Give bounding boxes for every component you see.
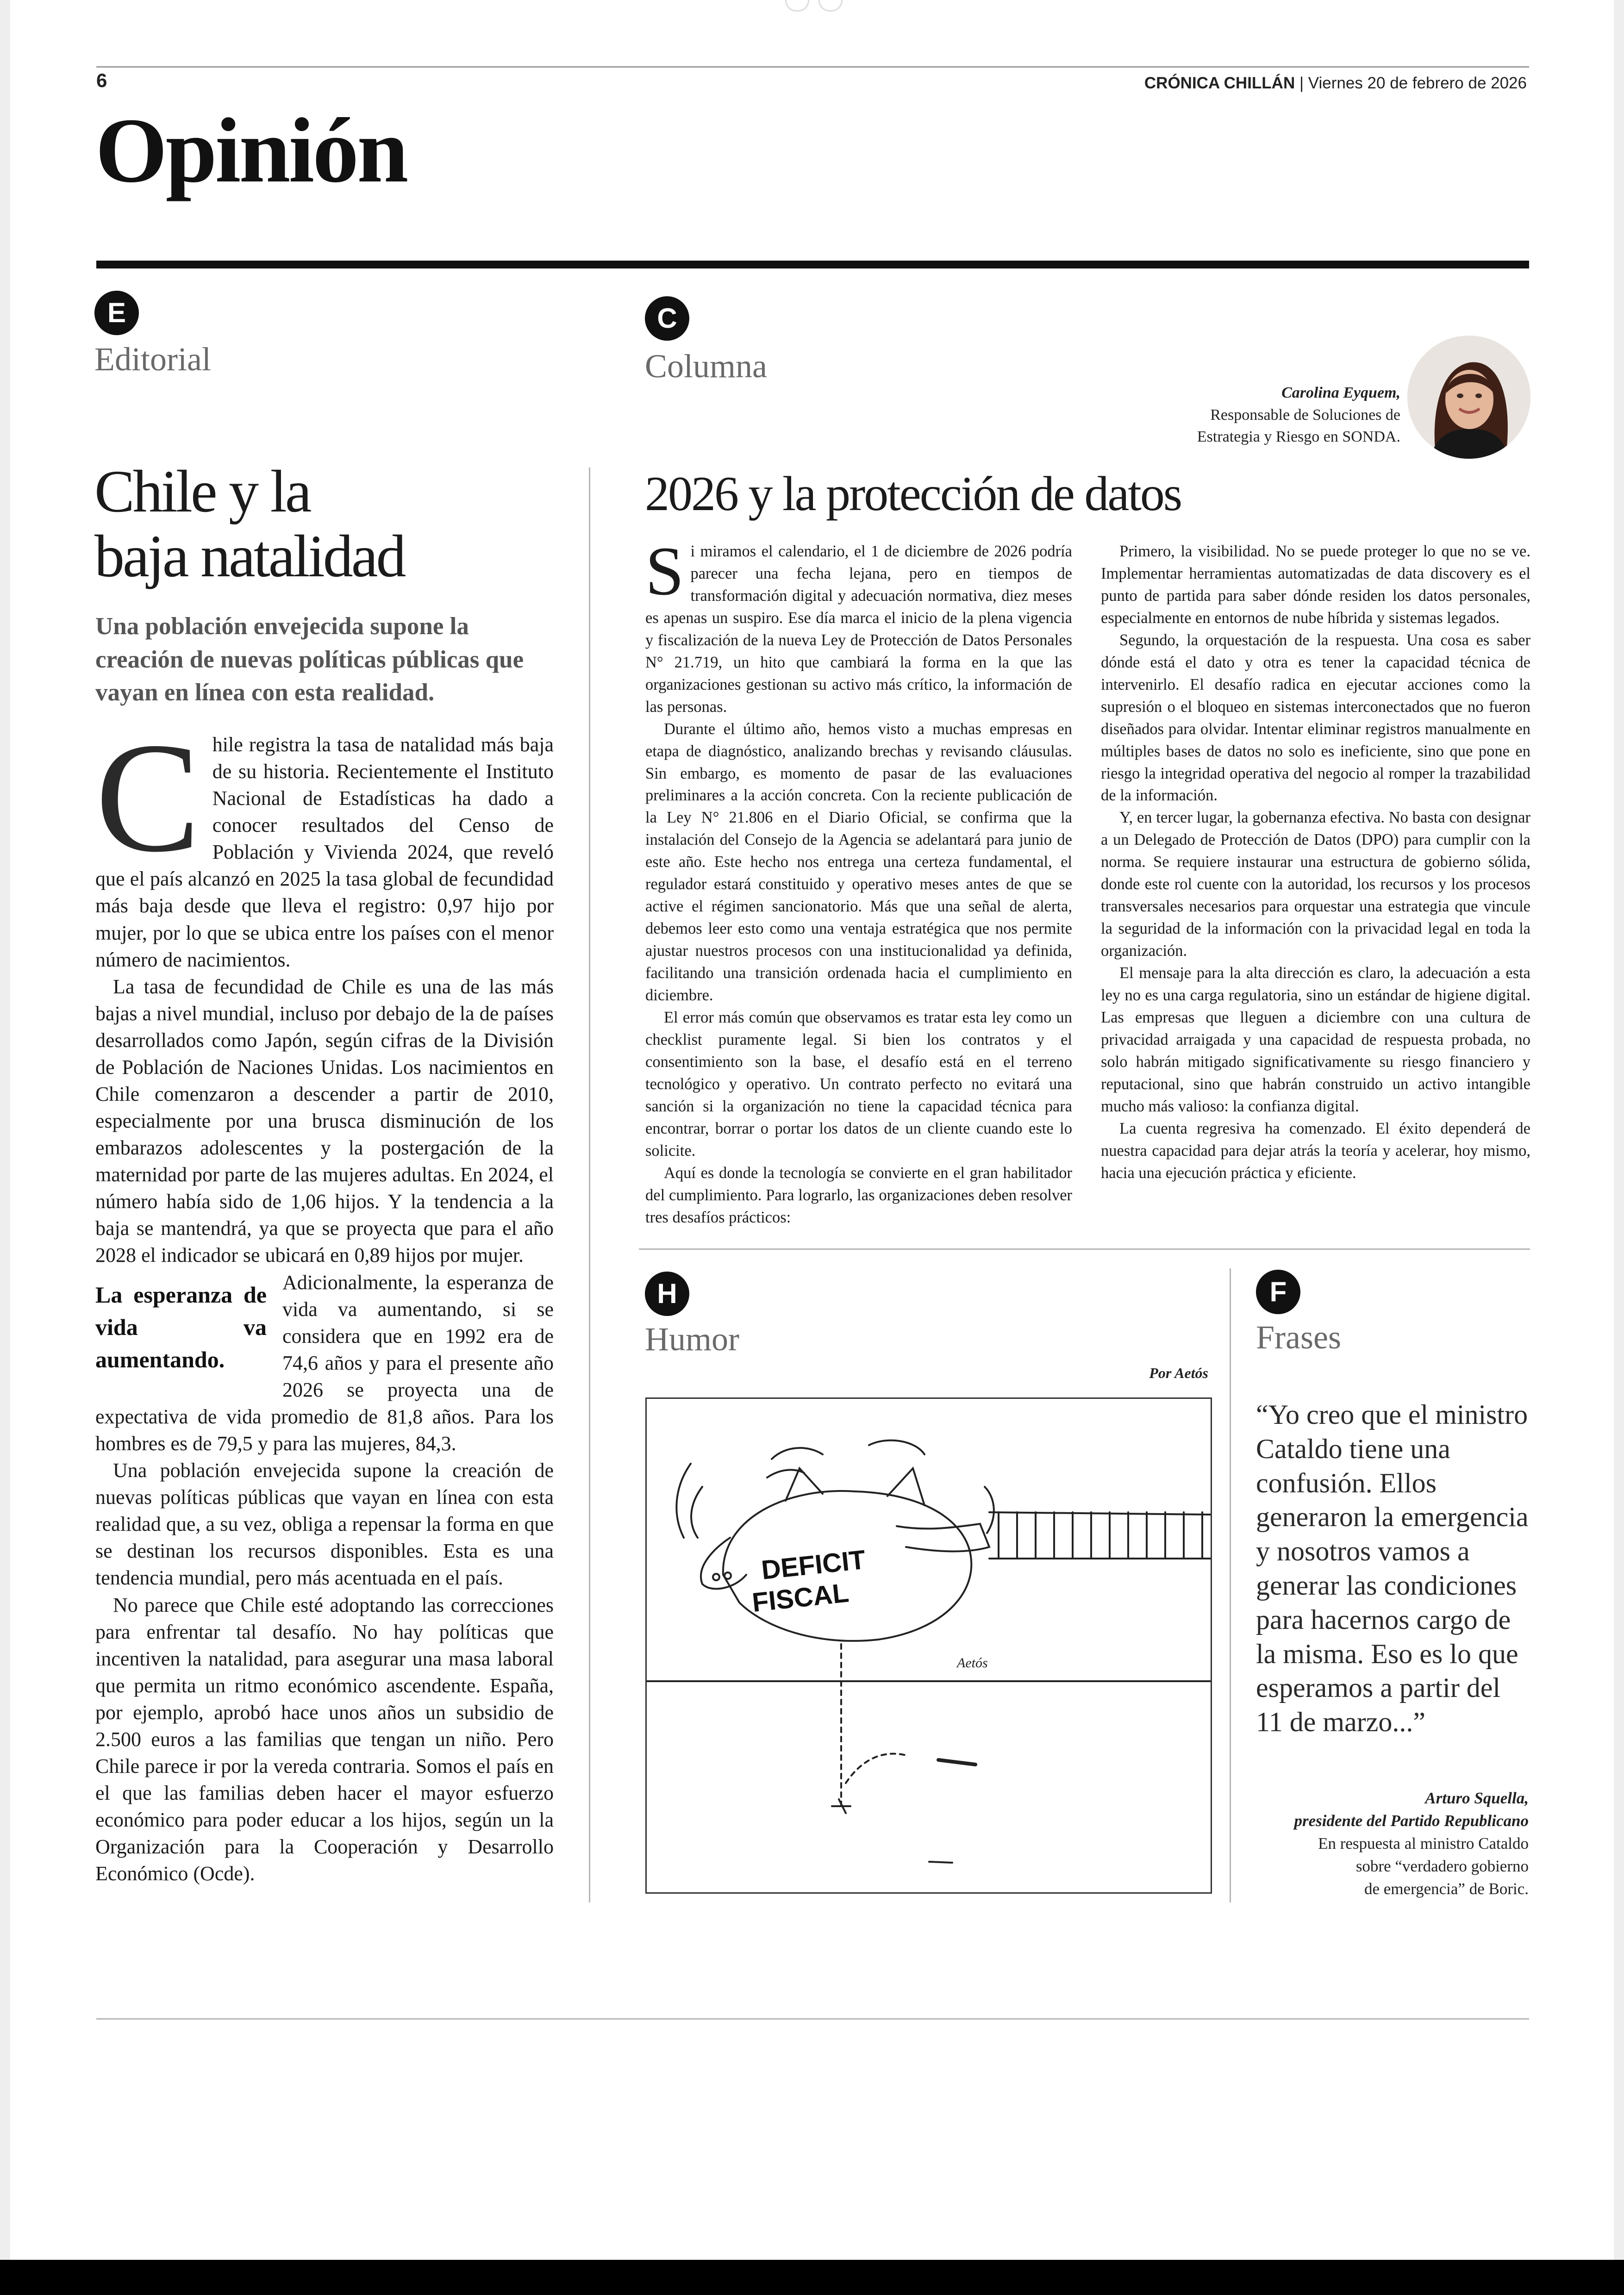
humor-cartoon <box>645 1397 1212 1894</box>
footer-rule <box>96 2018 1529 2020</box>
viewer-bottom-bar <box>0 2260 1624 2295</box>
dropcap: S <box>645 533 684 610</box>
page-edge-right <box>1614 0 1624 2295</box>
column-category: Columna <box>645 348 767 385</box>
column-paragraph: La cuenta regresiva ha comenzado. El éxito dependerá de nuestra capacidad para dejar atrás la teoría y acelerar, hoy mismo, hacia una ejecución práctica y eficiente. <box>1101 1119 1530 1182</box>
page-indicator-icon <box>785 0 809 12</box>
headline-line: Chile y la <box>94 458 310 525</box>
column-author <box>1042 382 1400 448</box>
cartoon-signature: Aetós <box>957 1655 988 1671</box>
issue-date: Viernes 20 de febrero de 2026 <box>1308 74 1527 92</box>
editorial-paragraph: hile registra la tasa de natalidad más baja de su historia. Recientemente el Instituto Nacional de Estadísticas ha dado a conocer resultados del Censo de Población y Vivienda 2024, que reveló que el país alcanzó en 2025 la tasa global de fecundidad más baja desde que lleva el registro: 0,97 hijo por mujer, por lo que se ubica entre los países con el menor número de nacimientos. <box>95 733 554 971</box>
section-rule <box>96 261 1529 268</box>
lower-rule <box>639 1248 1530 1250</box>
headline-line: baja natalidad <box>94 523 405 590</box>
frases-attribution <box>1250 1787 1529 1900</box>
cartoon-text: DEFICIT <box>760 1544 867 1585</box>
editorial-badge: E <box>94 291 139 335</box>
piggy-bank-cartoon <box>647 1399 1211 1892</box>
page-number: 6 <box>96 69 107 91</box>
column-paragraph: Durante el último año, hemos visto a muchas empresas en etapa de diagnóstico, analizando brechas y revisando cláusulas. Sin embargo, es momento de pasar de las evaluaciones preliminares a la acción concreta. Con la reciente publicación de la Ley N° 21.806 en el Diario Oficial, se confirma que la instalación del Consejo de la Agencia se adelantará para junio de este año. Este hecho nos entrega una certeza fundamental, el regulador estará constituido y operativo meses antes de que se active el régimen sancionatorio. Más que una señal de alerta, debemos leer esto como una ventaja estratégica que nos permite ajustar nuestros procesos con una institucionalidad ya definida, facilitando una transición ordenada hacia el cumplimiento en diciembre. <box>645 720 1072 1004</box>
editorial-paragraph: Adicionalmente, la esperanza de vida va aumentando, si se considera que en 1992 era de 74,6 años y para el presente año 2026 se proyecta una de expectativa de vida promedio de 81,8 años. Para los hombres es de 79,5 y para las mujeres, 84,3. <box>95 1271 554 1455</box>
humor-frases-divider <box>1230 1268 1231 1902</box>
author-name: Carolina Eyquem, <box>1281 384 1400 401</box>
author-photo-illustration <box>1407 336 1530 459</box>
humor-category: Humor <box>645 1321 739 1358</box>
column-divider <box>589 468 590 1902</box>
cartoon-text: FISCAL <box>750 1578 850 1618</box>
speaker-role: presidente del Partido Republicano <box>1294 1812 1529 1830</box>
header-rule <box>96 66 1529 68</box>
author-photo <box>1407 336 1530 459</box>
column-paragraph: i miramos el calendario, el 1 de diciembre de 2026 podría parecer una fecha lejana, pero en tiempos de transformación digital y adecuación normativa, diez meses es apenas un suspiro. Ese día marca el inicio de la plena vigencia y fiscalización de la nueva Ley de Protección de Datos Personales N° 21.719, un hito que cambiará la forma en la que las organizaciones gestionan su activo más crítico, la información de las personas. <box>645 543 1072 716</box>
speaker-name: Arturo Squella, <box>1425 1789 1529 1807</box>
column-badge: C <box>645 296 689 341</box>
humor-credit: Por Aetós <box>1149 1365 1208 1381</box>
quote-context: de emergencia” de Boric. <box>1364 1880 1529 1898</box>
dropcap: C <box>95 710 200 885</box>
editorial-paragraph: Una población envejecida supone la creación de nuevas políticas públicas que vayan en línea con esta realidad que, a su vez, obliga a repensar la forma en que se destinan los recursos disponibles. Esta es una tendencia mundial, pero más acentuada en el país. <box>95 1459 554 1590</box>
column-body-left <box>645 533 1072 1229</box>
editorial-body <box>95 710 554 1887</box>
frases-category: Frases <box>1256 1319 1341 1356</box>
column-paragraph: El mensaje para la alta dirección es claro, la adecuación a esta ley no es una carga regulatoria, sino un estándar de higiene digital. Las empresas que lleguen a diciembre con una cultura de privacidad arraigada y una capacidad de respuesta probada, no solo habrán mitigado significativamente su riesgo financiero y reputacional, sino que habrán construido un activo intangible mucho más valioso: la confianza digital. <box>1101 964 1530 1115</box>
author-role: Responsable de Soluciones de <box>1210 406 1400 424</box>
frases-quote: “Yo creo que el ministro Cataldo tiene una confusión. Ellos generaron la emergencia y nosotros vamos a generar las condiciones para hacernos cargo de la misma. Eso es lo que esperamos a partir del 11 de marzo...” <box>1256 1399 1529 1738</box>
column-paragraph: Primero, la visibilidad. No se puede proteger lo que no se ve. Implementar herramientas automatizadas de data discovery es el punto de partida para saber dónde residen los datos personales, especialmente en entornos de nube híbrida y sistemas legados. <box>1101 543 1530 627</box>
column-headline: 2026 y la protección de datos <box>645 467 1181 521</box>
frases-badge: F <box>1256 1270 1300 1314</box>
quote-context: En respuesta al ministro Cataldo <box>1318 1834 1529 1852</box>
column-paragraph: Aquí es donde la tecnología se convierte en el gran habilitador del cumplimiento. Para lograrlo, las organizaciones deben resolver tres desafíos prácticos: <box>645 1164 1072 1226</box>
editorial-pullquote: La esperanza de vida va aumentando. <box>95 1281 267 1372</box>
author-role: Estrategia y Riesgo en SONDA. <box>1197 428 1400 446</box>
column-body-right <box>1101 541 1530 1185</box>
column-paragraph: El error más común que observamos es tratar esta ley como un checklist puramente legal. Si bien los contratos y el consentimiento son la base, el desafío está en el terreno tecnológico y operativo. Un contrato perfecto no evitará una sanción si la organización no tiene la capacidad técnica para encontrar, borrar o portar los datos de un cliente cuando este lo solicite. <box>645 1009 1072 1160</box>
humor-badge: H <box>645 1272 689 1316</box>
masthead: CRÓNICA CHILLÁN | Viernes 20 de febrero de 2026 <box>1144 74 1527 92</box>
editorial-lead: Una población envejecida supone la creación de nuevas políticas públicas que vayan en línea con esta realidad. <box>95 613 524 706</box>
section-title: Opinión <box>95 100 407 202</box>
newspaper-name: CRÓNICA CHILLÁN <box>1144 74 1295 92</box>
editorial-headline <box>94 459 581 589</box>
page-indicator-icon <box>818 0 843 12</box>
quote-context: sobre “verdadero gobierno <box>1355 1857 1529 1875</box>
page-edge-left <box>0 0 10 2295</box>
editorial-paragraph: La tasa de fecundidad de Chile es una de las más bajas a nivel mundial, incluso por debajo de la de países desarrollados como Japón, según cifras de la División de Población de Naciones Unidas. Los nacimientos en Chile comenzaron a descender a partir de 2010, especialmente por una brusca disminución de los embarazos adolescentes y la postergación de la maternidad por parte de las mujeres adultas. En 2024, el número había sido de 1,06 hijos. Y la tendencia a la baja se mantendrá, ya que se proyecta que para el año 2028 el indicador se ubicará en 0,89 hijos por mujer. <box>95 975 554 1267</box>
editorial-paragraph: No parece que Chile esté adoptando las correcciones para enfrentar tal desafío. No hay políticas que incentiven la natalidad, para asegurar una masa laboral que permita un ritmo económico ascendente. España, por ejemplo, aprobó hace unos años un subsidio de 2.500 euros a las familias que tengan un niño. Pero Chile parece ir por la vereda contraria. Somos el país en el que las familias deben hacer el mayor esfuerzo económico para poder educar a los hijos, según un la Organización para la Cooperación y Desarrollo Económico (Ocde). <box>95 1593 554 1885</box>
column-paragraph: Y, en tercer lugar, la gobernanza efectiva. No basta con designar a un Delegado de Protección de Datos (DPO) para cumplir con la norma. Se requiere instaurar una estructura de gobierno sólida, donde este rol cuente con la autoridad, los recursos y los procesos transversales necesarios para orquestar una estrategia que vincule la seguridad de la información con la privacidad legal en toda la organización. <box>1101 809 1530 960</box>
editorial-category: Editorial <box>94 341 211 378</box>
column-paragraph: Segundo, la orquestación de la respuesta. Una cosa es saber dónde está el dato y otra es tener la capacidad técnica de intervenirlo. El desafío radica en ejecutar acciones como la supresión o el bloqueo en sistemas interconectados que no fueron diseñados para olvidar. Intentar eliminar registros manualmente en múltiples bases de datos no solo es ineficiente, sino que pone en riesgo la integridad operativa del negocio al romper la trazabilidad de la información. <box>1101 631 1530 804</box>
